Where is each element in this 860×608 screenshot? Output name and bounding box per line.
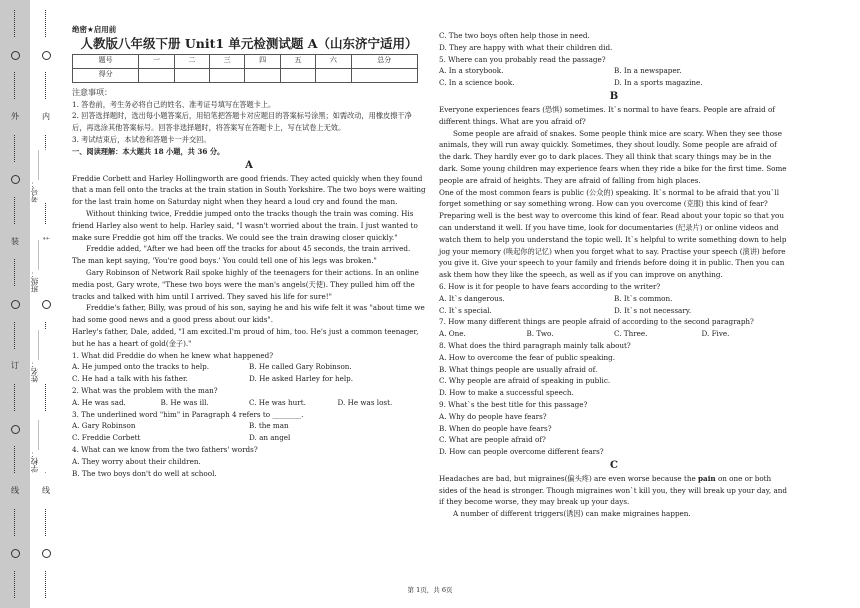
passage-b-paragraph: One of the most common fears is public (公众的) speaking. It`s normal to be afraid that you`ll forget something or say something wrong. How can you overcome (克服) this kind of fear? Preparing well is the best way to overcome this kind of fear. Read about your topic so that you can understand it well. If you have time, look for documentaries (纪录片) or online videos and watch them to help you understand the topic well. It`s helpful to write something down to help jog your memory (唤起你的记忆) when you forget what to say. Practise your speech (演讲) before you give it. Give your speech to your family and friends before doing it in public. Then you can ask them how they like the speech, as well as if you can improve on anything. — [439, 187, 787, 280]
options-row — [72, 373, 426, 385]
score-table-cell: 二 — [174, 54, 209, 68]
option: A. He jumped onto the tracks to help. — [72, 362, 210, 372]
binding-dotted-line — [45, 72, 47, 99]
score-table-score-row — [73, 68, 418, 82]
binding-circle-icon — [42, 51, 51, 60]
option: A. Gary Robinson — [72, 421, 136, 431]
score-table-cell: 四 — [245, 54, 280, 68]
option: B. He called Gary Robinson. — [249, 362, 352, 372]
binding-dotted-line — [45, 509, 47, 536]
option: B. Two. — [526, 329, 554, 339]
notice-list — [72, 99, 426, 146]
score-table-cell — [174, 68, 209, 82]
binding-char: 线 — [11, 485, 19, 495]
option: B. He was ill. — [160, 397, 209, 407]
option: D. Five. — [701, 329, 730, 339]
student-field-label: 学校： — [30, 450, 39, 473]
binding-dotted-line — [14, 259, 16, 286]
binding-dotted-line — [45, 384, 47, 411]
option: A. In a storybook. — [439, 66, 504, 76]
left-column — [72, 24, 426, 479]
student-field — [30, 420, 62, 473]
question-stem: 9. What`s the best title for this passage? — [439, 399, 588, 409]
passage-b-paragraph: Some people are afraid of snakes. Some people think mice are scary. When they see those animals, they will run away quickly. Sometimes, they shout loudly. Some people are afraid of the dark. They hardly ever go to dark places. They all think that scary things may be in the dark. Some young children may experience fears when they ride a bike for the first time. Some people are afraid of heights. They are afraid of falling from high places. — [439, 128, 787, 185]
binding-char: 外 — [11, 112, 19, 122]
passage-a-paragraph: Freddie Corbett and Harley Hollingworth are good friends. They acted quickly when they found that a man fell onto the tracks at the train station in South Yorkshire. The two boys were waiting for the last train home on Saturday night when they heard a loud cry and found the man. — [72, 173, 426, 207]
notice-item: 1. 答卷前，考生务必将自己的姓名、准考证号填写在答题卡上。 — [72, 99, 276, 109]
binding-char: 线 — [42, 485, 50, 495]
binding-dotted-line — [14, 446, 16, 473]
notice-heading: 注意事项： — [72, 87, 112, 97]
passage-b — [439, 104, 789, 281]
option: A. It`s dangerous. — [439, 293, 505, 303]
binding-dotted-line — [14, 384, 16, 411]
score-table-cell — [245, 68, 280, 82]
binding-circle-icon — [11, 425, 20, 434]
inner-binding-marks — [30, 0, 62, 608]
options-row — [439, 65, 789, 77]
score-table-cell — [280, 68, 315, 82]
notice-item: 3. 考试结束后，本试卷和答题卡一并交回。 — [72, 134, 211, 144]
binding-dotted-line — [14, 322, 16, 349]
option: D. In a sports magazine. — [614, 78, 703, 88]
question-stem: 4. What can we know from the two fathers' words? — [72, 444, 258, 454]
binding-circle-icon — [42, 549, 51, 558]
option: B. The two boys don't do well at school. — [72, 468, 217, 478]
passage-b-paragraph: Everyone experiences fears (恐惧) sometimes. It`s normal to have fears. People are afraid of different things. What are you afraid of? — [439, 104, 775, 126]
confidential-mark: 绝密★启用前 — [72, 25, 117, 34]
score-table-cell — [316, 68, 351, 82]
option: D. How can people overcome different fears? — [439, 447, 604, 457]
option: C. Three. — [614, 329, 648, 339]
student-field-blank: ________ — [30, 420, 39, 450]
options-row — [72, 397, 426, 409]
option: B. It`s common. — [614, 293, 673, 303]
student-field-blank: ________ — [30, 240, 39, 270]
question-stem: 1. What did Freddie do when he knew what happened? — [72, 350, 274, 360]
questions-a — [72, 350, 426, 480]
notice-item: 2. 回答选择题时，选出每小题答案后，用铅笔把答题卡对应题目的答案标号涂黑；如需改动，用橡皮擦干净后，再选涂其他答案标号。回答非选择题时，将答案写在答题卡上，写在试卷上无效。 — [72, 111, 412, 133]
right-column — [439, 30, 789, 520]
passage-a — [72, 173, 426, 350]
passage-a-paragraph: Harley's father, Dale, added, "I am excited.I'm proud of him, too. He's just a common teenager, but he has a heart of gold(金子)." — [72, 326, 419, 348]
student-field-blank: ________ — [30, 150, 39, 180]
option: B. When do people have fears? — [439, 423, 552, 433]
page-footer: 第 1页，共 6页 — [407, 586, 453, 594]
option: C. What are people afraid of? — [439, 435, 546, 445]
options-row — [439, 305, 789, 317]
option: C. The two boys often help those in need. — [439, 31, 590, 40]
option: D. How to make a successful speech. — [439, 388, 574, 398]
passage-b-letter: B — [609, 90, 619, 102]
score-table-cell: 一 — [139, 54, 174, 68]
student-field-blank: ________ — [30, 330, 39, 360]
option: A. How to overcome the fear of public speaking. — [439, 352, 616, 362]
binding-dotted-line — [45, 10, 47, 37]
options-row — [439, 77, 789, 89]
option: D. He asked Harley for help. — [249, 374, 354, 384]
binding-dotted-line — [14, 135, 16, 162]
option: D. They are happy with what their children did. — [439, 42, 613, 52]
question-stem: 8. What does the third paragraph mainly talk about? — [439, 340, 631, 350]
options-row — [72, 420, 426, 432]
outer-binding-strip — [0, 0, 30, 608]
question-stem: 5. Where can you probably read the passage? — [439, 54, 606, 64]
binding-circle-icon — [11, 549, 20, 558]
score-table-cell: 五 — [280, 54, 315, 68]
binding-circle-icon — [11, 51, 20, 60]
score-table-cell — [351, 68, 417, 82]
score-table-cell — [139, 68, 174, 82]
score-table-cell: 总分 — [351, 54, 417, 68]
section-heading: 一、阅读理解：本大题共 18 小题，共 36 分。 — [72, 146, 225, 156]
options-row — [439, 293, 789, 305]
inner-binding-strip — [30, 0, 62, 608]
questions-a-continued — [439, 30, 789, 89]
question-stem: 2. What was the problem with the man? — [72, 385, 218, 395]
question-stem: 3. The underlined word "him" in Paragraph 4 refers to ________. — [72, 409, 304, 419]
binding-char: 内 — [42, 112, 50, 122]
options-row — [72, 432, 426, 444]
binding-dotted-line — [14, 509, 16, 536]
option: D. It`s not necessary. — [614, 305, 692, 315]
option: A. He was sad. — [72, 397, 126, 407]
option: C. It`s special. — [439, 305, 492, 315]
option: C. In a science book. — [439, 78, 515, 88]
student-field — [30, 150, 62, 203]
passage-c-letter: C — [610, 459, 618, 471]
passage-a-paragraph: Gary Robinson of Network Rail spoke highly of the teenagers for their actions. In an online media post, Gary wrote, "These two boys were the man's angels(天使). They pulled him off the tracks and talked with him until I arrived. They saved his life for sure!" — [72, 267, 419, 301]
option: D. He was lost. — [337, 397, 393, 407]
binding-dotted-line — [14, 10, 16, 37]
option: A. Why do people have fears? — [439, 411, 547, 421]
option: C. Why people are afraid of speaking in public. — [439, 376, 611, 386]
option: D. an angel — [249, 433, 291, 443]
option: B. the man — [249, 421, 289, 431]
question-stem: 7. How many different things are people afraid of according to the second paragraph? — [439, 317, 754, 327]
binding-circle-icon — [11, 175, 20, 184]
student-field — [30, 240, 62, 293]
student-field — [30, 330, 62, 383]
option: B. In a newspaper. — [614, 66, 682, 76]
score-table-cell — [210, 68, 245, 82]
binding-circle-icon — [11, 300, 20, 309]
option: C. He had a talk with his father. — [72, 374, 188, 384]
option: B. What things people are usually afraid of. — [439, 364, 598, 374]
options-row — [439, 328, 789, 340]
option: C. Freddie Corbett — [72, 433, 141, 443]
passage-c-paragraph: Headaches are bad, but migraines(偏头疼) are even worse because the pain on one or both sides of the head is stronger. Though migraines won`t kill you, they will break up your day, and if they become worse, they may break up your days. — [439, 473, 787, 507]
questions-b — [439, 281, 789, 458]
binding-dotted-line — [14, 72, 16, 99]
question-stem: 6. How is it for people to have fears according to the writer? — [439, 281, 661, 291]
passage-a-paragraph: Without thinking twice, Freddie jumped onto the tracks though the train was coming. His friend Harley also went to help. Harley said, "I wasn't worried about the train. I just wanted to make sure Freddie got him off the tracks. We could see the train drawing closer quickly." — [72, 208, 418, 242]
student-field-label: 姓名： — [30, 360, 39, 383]
binding-char: 订 — [11, 361, 19, 371]
passage-c-paragraph: A number of different triggers(诱因) can make migraines happen. — [453, 509, 691, 519]
option: A. One. — [439, 329, 466, 339]
score-table-header-row — [73, 54, 418, 68]
outer-binding-marks — [0, 0, 30, 608]
binding-dotted-line — [14, 197, 16, 224]
exam-title: 人教版八年级下册 Unit1 单元检测试题 A（山东济宁适用） — [80, 35, 418, 51]
score-table-cell: 得分 — [73, 68, 139, 82]
option: C. He was hurt. — [249, 397, 306, 407]
student-field-label: 班级： — [30, 270, 39, 293]
score-table-cell: 六 — [316, 54, 351, 68]
student-field-label: 考号： — [30, 180, 39, 203]
score-table-cell: 题号 — [73, 54, 139, 68]
option: A. They worry about their children. — [72, 456, 201, 466]
passage-a-paragraph: Freddie added, "After we had been off the tracks for about 45 seconds, the train arrived. The man kept saying, 'You're good boys.' You could tell one of his legs was broken." — [72, 244, 411, 266]
binding-char: 装 — [11, 236, 19, 246]
passage-a-letter: A — [245, 159, 253, 171]
binding-circle-icon — [42, 300, 51, 309]
score-table — [72, 54, 418, 83]
passage-a-paragraph: Freddie's father, Billy, was proud of his son, saying he and his wife felt it was "about time we had some good news and a good press about our kids". — [72, 303, 425, 325]
score-table-cell: 三 — [210, 54, 245, 68]
options-row — [72, 361, 426, 373]
